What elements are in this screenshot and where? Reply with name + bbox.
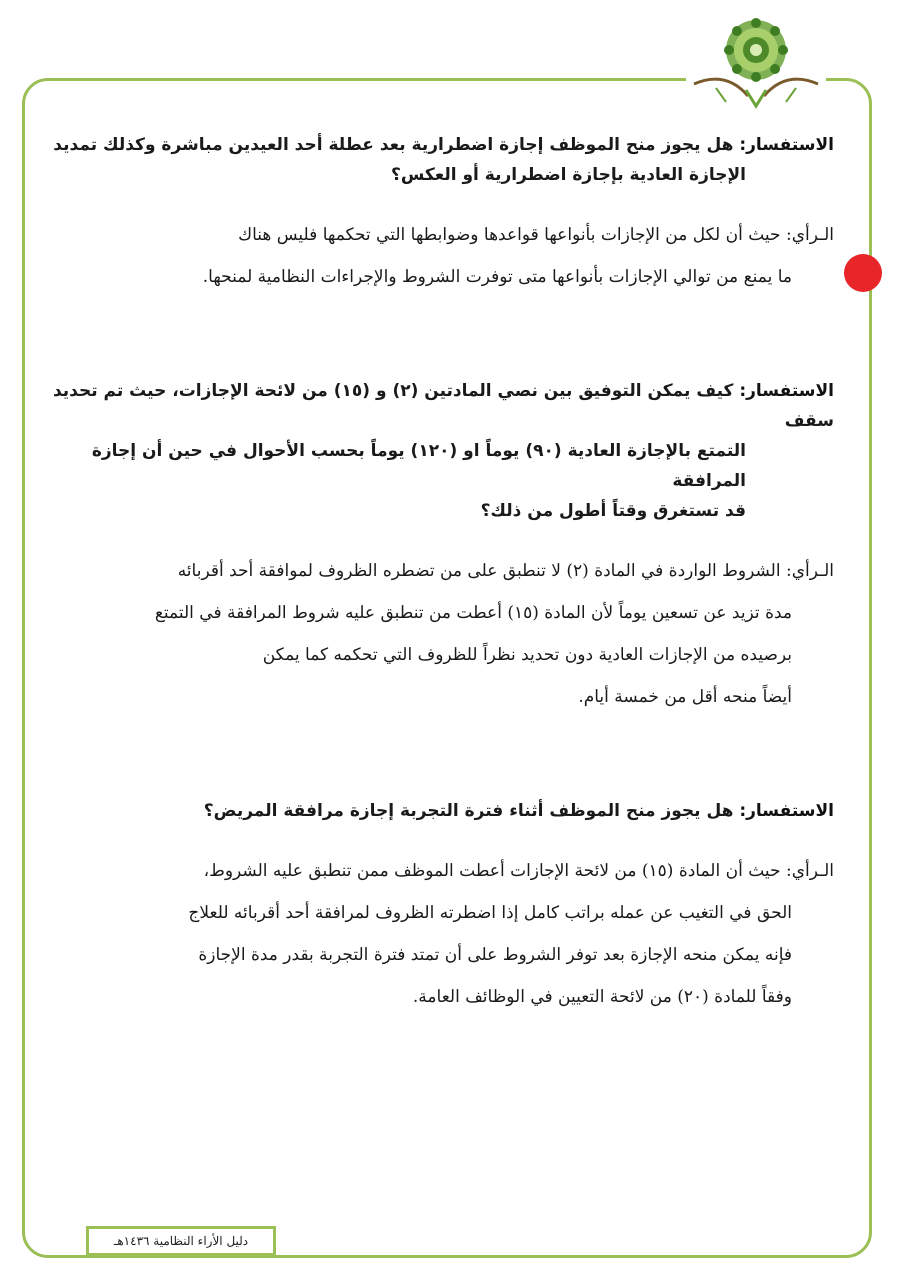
footer-label: دليل الأراء النظامية ١٤٣٦هـ xyxy=(86,1226,276,1256)
answer-text-line: ما يمنع من توالي الإجازات بأنواعها متى توفرت الشروط والإجراءات النظامية لمنحها. xyxy=(202,267,792,287)
question-label: الاستفسار: xyxy=(739,135,834,155)
question-text-line: التمتع بالإجازة العادية (٩٠) يوماً او (١٢٠) يوماً بحسب الأحوال في حين أن إجازة المرافقة xyxy=(91,441,746,491)
answer-label: الـرأي: xyxy=(785,861,834,881)
answer-text-line: حيث أن المادة (١٥) من لائحة الإجازات أعطت الموظف ممن تنطبق عليه الشروط، xyxy=(203,861,781,881)
question-text-line: كيف يمكن التوفيق بين نصي المادتين (٢) و (١٥) من لائحة الإجازات، حيث تم تحديد سقف xyxy=(52,381,834,431)
question-text-line: هل يجوز منح الموظف إجازة اضطرارية بعد عطلة أحد العيدين مباشرة وكذلك تمديد xyxy=(53,135,734,155)
leaf-emblem-icon xyxy=(686,14,826,110)
answer-text-line: الشروط الواردة في المادة (٢) لا تنطبق على من تضطره الظروف لموافقة أحد أقربائه xyxy=(177,561,781,581)
question-label: الاستفسار: xyxy=(739,381,834,401)
answer-text-line: فإنه يمكن منحه الإجازة بعد توفر الشروط على أن تمتد فترة التجربة بقدر مدة الإجازة xyxy=(198,945,792,965)
qa-block-3 xyxy=(50,796,834,1018)
answer-3 xyxy=(50,850,834,1018)
answer-label: الـرأي: xyxy=(785,225,834,245)
answer-label: الـرأي: xyxy=(785,561,834,581)
question-text-line: الإجازة العادية بإجازة اضطرارية أو العكس؟ xyxy=(390,165,746,185)
qa-block-1 xyxy=(50,130,834,298)
question-3 xyxy=(50,796,834,826)
answer-text-line: حيث أن لكل من الإجازات بأنواعها قواعدها وضوابطها التي تحكمها فليس هناك xyxy=(238,225,781,245)
emblem-logo xyxy=(686,14,826,110)
qa-block-2 xyxy=(50,376,834,718)
answer-text-line: برصيده من الإجازات العادية دون تحديد نظراً للظروف التي تحكمه كما يمكن xyxy=(262,645,792,665)
question-text-line: قد تستغرق وقتاً أطول من ذلك؟ xyxy=(480,501,746,521)
document-body xyxy=(50,130,834,1018)
question-2 xyxy=(50,376,834,526)
answer-1 xyxy=(50,214,834,298)
answer-text-line: مدة تزيد عن تسعين يوماً لأن المادة (١٥) أعطت من تنطبق عليه شروط المرافقة في التمتع xyxy=(154,603,792,623)
answer-2 xyxy=(50,550,834,718)
question-label: الاستفسار: xyxy=(739,801,834,821)
answer-text-line: الحق في التغيب عن عمله براتب كامل إذا اضطرته الظروف لمرافقة أحد أقربائه للعلاج xyxy=(188,903,792,923)
red-circle-marker-icon xyxy=(844,254,882,292)
answer-text-line: وفقاً للمادة (٢٠) من لائحة التعيين في الوظائف العامة. xyxy=(412,987,792,1007)
question-1 xyxy=(50,130,834,190)
answer-text-line: أيضاً منحه أقل من خمسة أيام. xyxy=(578,687,792,707)
question-text-line: هل يجوز منح الموظف أثناء فترة التجربة إجازة مرافقة المريض؟ xyxy=(203,801,734,821)
